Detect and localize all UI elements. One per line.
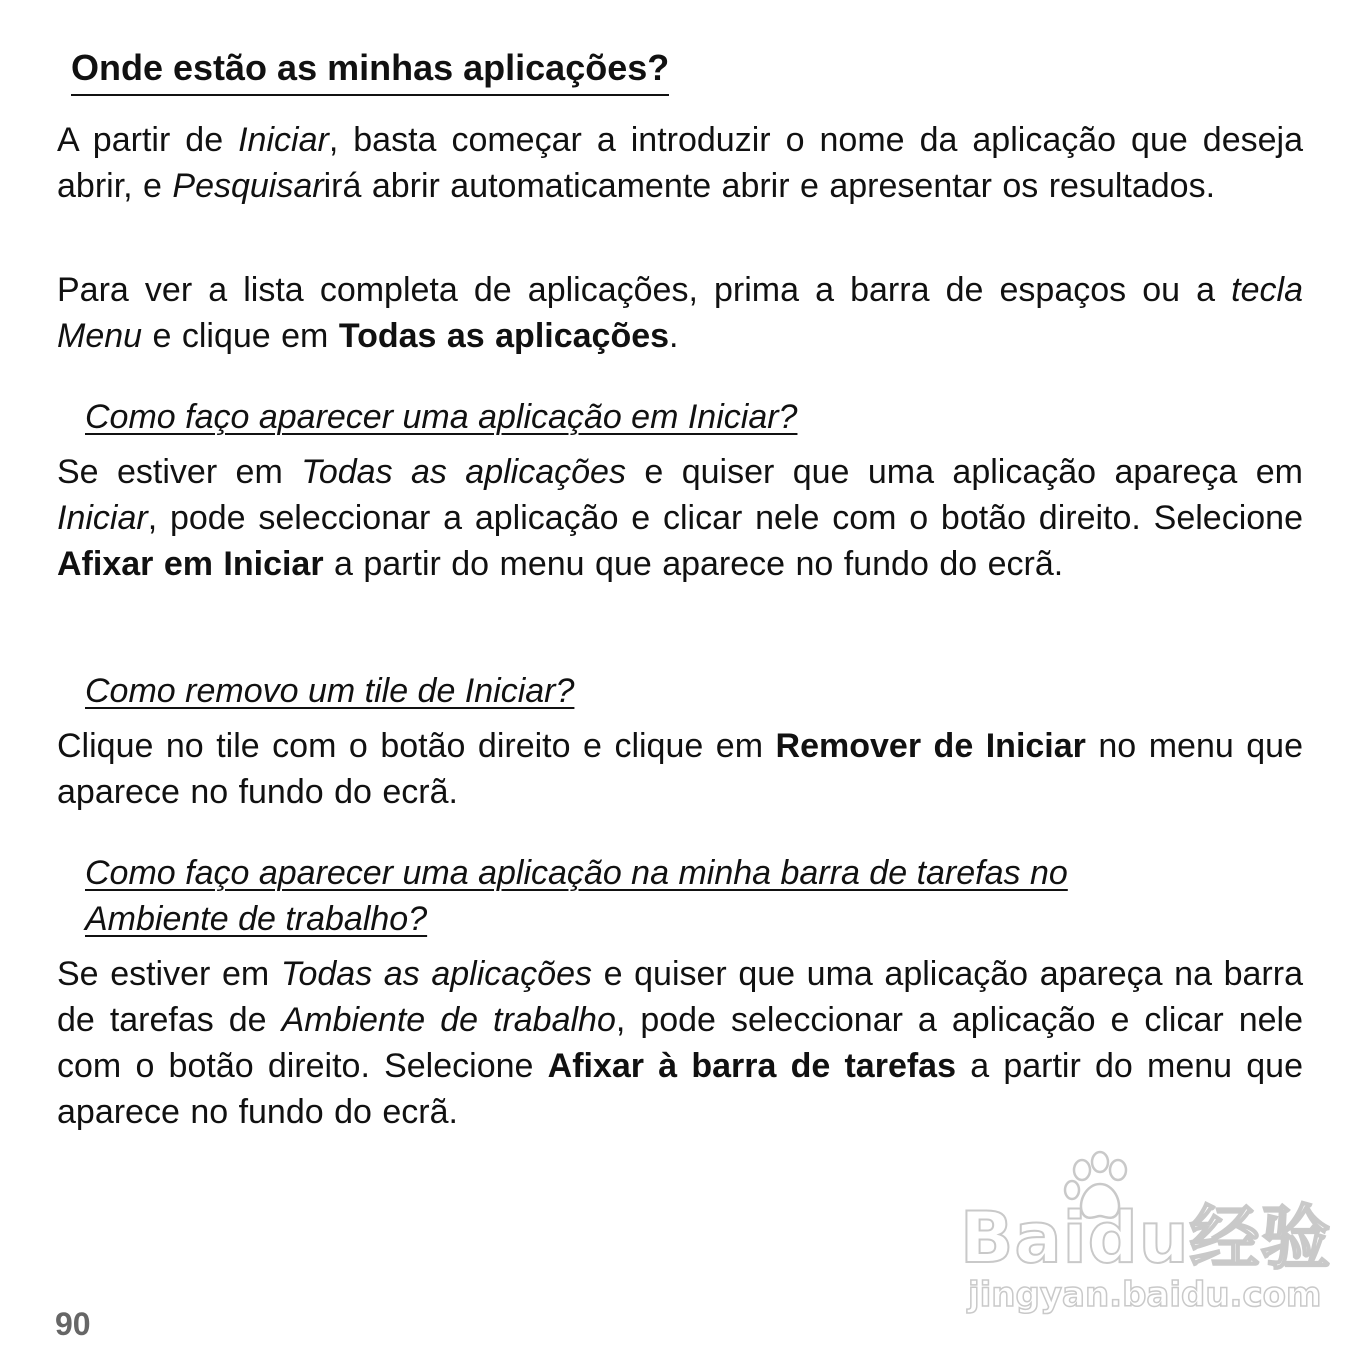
paragraph-all-apps [57, 267, 1303, 359]
text-run: irá abrir automaticamente abrir e apresentar os resultados. [323, 167, 1216, 205]
italic-term: Iniciar [238, 121, 329, 159]
paragraph-remove-tile [57, 723, 1303, 815]
paragraph-pin-to-taskbar [57, 951, 1303, 1135]
text-run: Se estiver em [57, 955, 281, 993]
text-run: Para ver a lista completa de aplicações, prima a barra de espaços ou a [57, 271, 1232, 309]
text-run: a partir do menu que aparece no fundo do ecrã. [323, 545, 1064, 583]
question-pin-to-taskbar: Como faço aparecer uma aplicação na minha barra de tarefas no Ambiente de trabalho? [85, 854, 1068, 938]
page-number: 90 [55, 1306, 91, 1342]
text-run: . [669, 317, 679, 355]
question-remove-tile: Como removo um tile de Iniciar? [85, 672, 575, 710]
text-run: no menu que aparece no fundo do ecrã. [57, 727, 1304, 811]
bold-term: Afixar em Iniciar [57, 545, 324, 583]
paragraph-pin-to-start [57, 449, 1303, 587]
text-run: , basta começar a introduzir o nome da aplicação que deseja abrir, e [57, 121, 1303, 205]
text-run: a partir do menu que aparece no fundo do ecrã. [57, 1047, 1303, 1131]
italic-term: Iniciar [57, 499, 148, 537]
bold-term: Remover de Iniciar [775, 727, 1086, 765]
italic-term: Ambiente de trabalho [281, 1001, 616, 1039]
text-run: A partir de [57, 121, 239, 159]
italic-term: Todas as aplicações [301, 453, 626, 491]
text-run: Se estiver em [57, 453, 302, 491]
text-run: e quiser que uma aplicação apareça em [625, 453, 1303, 491]
watermark-url: jingyan.baidu.com [968, 1275, 1322, 1315]
text-run: e clique em [142, 317, 339, 355]
italic-term: tecla Menu [57, 271, 1303, 355]
page-title: Onde estão as minhas aplicações? [71, 44, 669, 96]
bold-term: Todas as aplicações [338, 317, 670, 355]
italic-term: Todas as aplicações [280, 955, 592, 993]
question-pin-to-start: Como faço aparecer uma aplicação em Iniciar? [85, 398, 798, 436]
paragraph-find-apps [57, 117, 1303, 209]
baidu-watermark [960, 1150, 1332, 1320]
text-run: Clique no tile com o botão direito e clique em [57, 727, 776, 765]
bold-term: Afixar à barra de tarefas [547, 1047, 956, 1085]
text-run: , pode seleccionar a aplicação e clicar nele com o botão direito. Selecione [147, 499, 1303, 537]
watermark-logo: Baidu经验 [960, 1197, 1332, 1279]
text-run: , pode seleccionar a aplicação e clicar nele com o botão direito. Selecione [57, 1001, 1303, 1085]
text-run: e quiser que uma aplicação apareça na barra de tarefas de [57, 955, 1303, 1039]
italic-term: Pesquisar [172, 167, 324, 205]
